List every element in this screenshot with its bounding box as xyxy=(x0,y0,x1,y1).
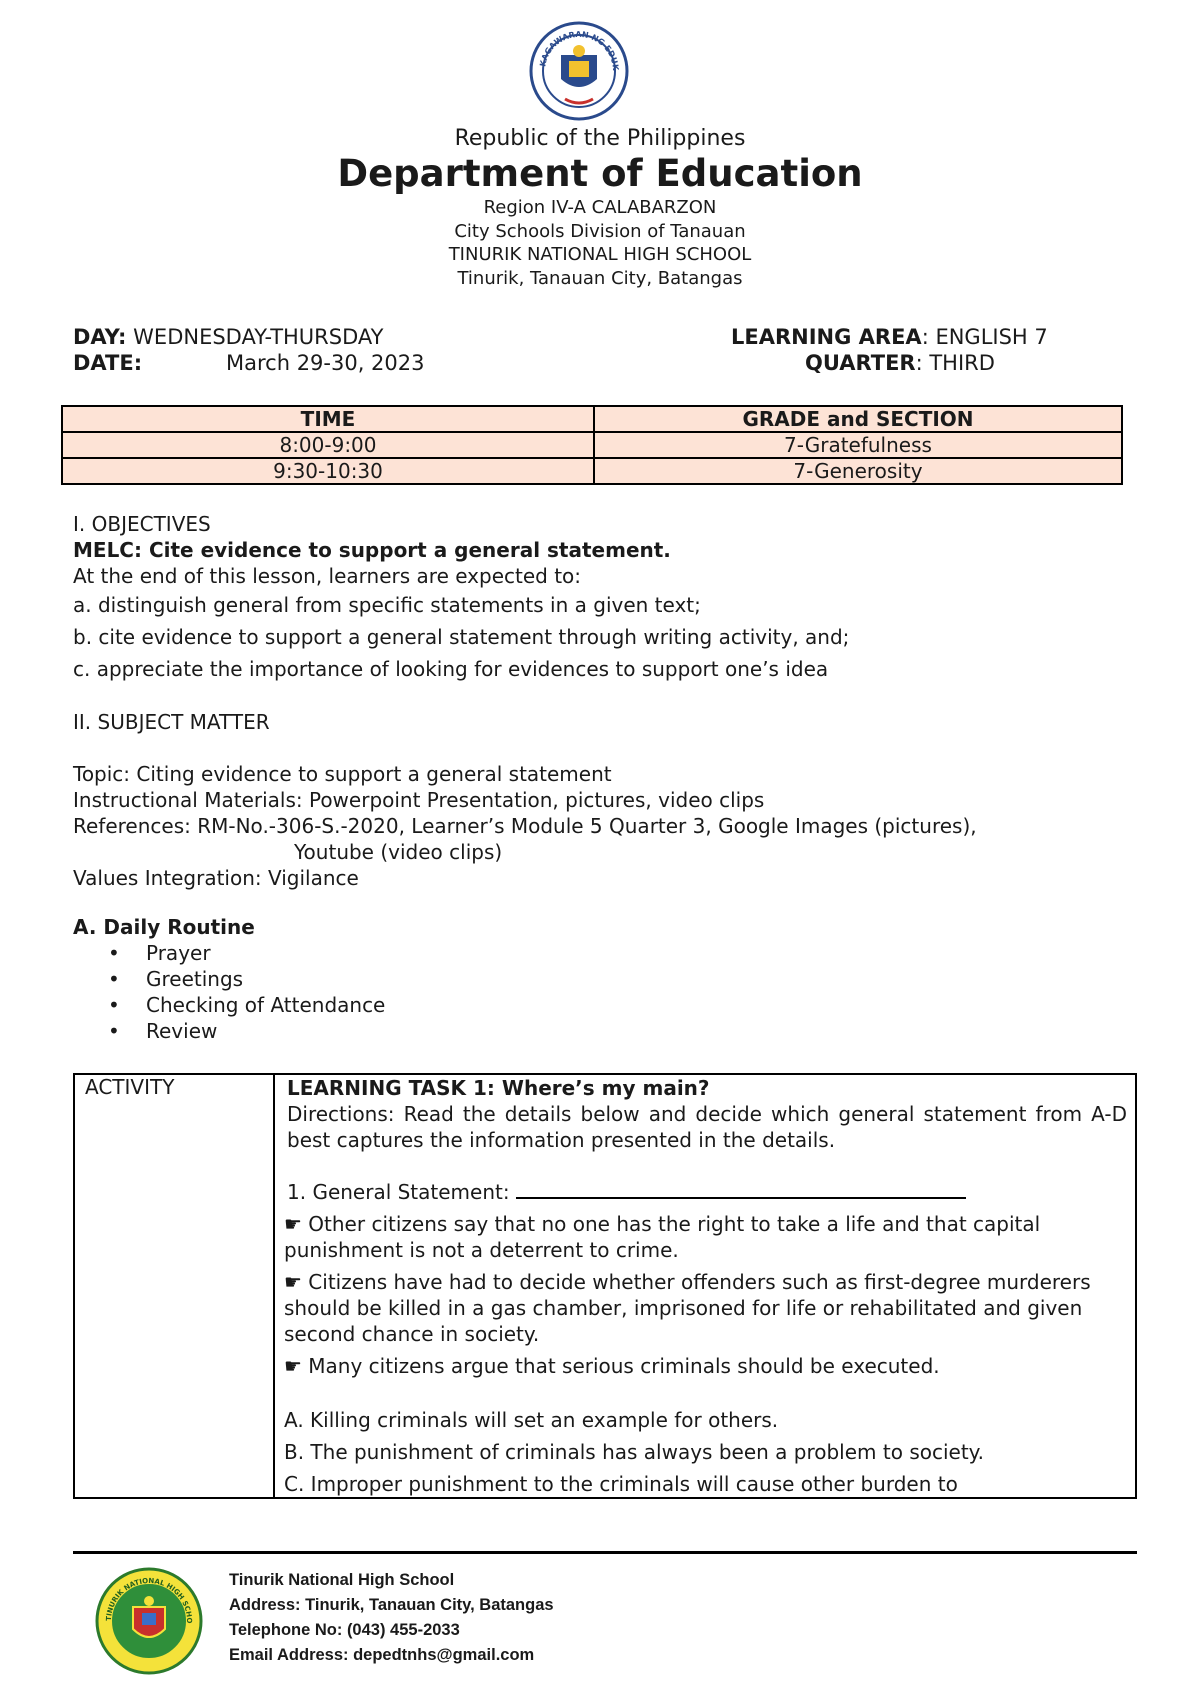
division-line: City Schools Division of Tanauan xyxy=(454,220,746,242)
subject-matter-title: II. SUBJECT MATTER xyxy=(73,710,270,734)
choice-item: C. Improper punishment to the criminals will cause other burden to xyxy=(284,1472,958,1496)
melc-statement: MELC: Cite evidence to support a general statement. xyxy=(73,538,671,562)
svg-text:TINURIK NATIONAL HIGH SCHOOL: TINURIK NATIONAL HIGH SCHO xyxy=(104,1576,194,1624)
quarter-field xyxy=(805,351,995,375)
table-row xyxy=(62,458,1122,484)
section-cell: 7-Gratefulness xyxy=(594,432,1122,458)
general-statement-label: 1. General Statement: xyxy=(287,1180,510,1204)
time-cell: 8:00-9:00 xyxy=(62,432,594,458)
general-statement-line xyxy=(287,1179,1127,1205)
objective-item: c. appreciate the importance of looking for evidences to support one’s idea xyxy=(73,657,829,681)
list-item: • Checking of Attendance xyxy=(100,992,385,1018)
choice-item: B. The punishment of criminals has always been a problem to society. xyxy=(284,1440,985,1464)
footer-school-name: Tinurik National High School xyxy=(229,1571,455,1589)
pointing-hand-icon: ☛ xyxy=(284,1270,302,1294)
time-header: TIME xyxy=(62,406,594,432)
footer-telephone: Telephone No: (043) 455-2033 xyxy=(229,1621,460,1639)
detail-item: ☛ Citizens have had to decide whether offenders such as first-degree murderers should be killed in a gas chamber, imprisoned for life or rehabilitated and given second chance in society. xyxy=(284,1270,1091,1346)
learning-area-value: : ENGLISH 7 xyxy=(921,325,1048,349)
list-item: • Greetings xyxy=(100,966,385,992)
footer-divider xyxy=(73,1551,1137,1554)
quarter-value: : THIRD xyxy=(915,351,995,375)
region-line: Region IV-A CALABARZON xyxy=(483,197,717,218)
day-value: WEDNESDAY-THURSDAY xyxy=(133,325,384,349)
day-label: DAY: xyxy=(73,325,127,349)
svg-text:KAGAWARAN NG EDUKASYON: KAGAWARAN NG EDUK xyxy=(538,29,621,71)
values-line: Values Integration: Vigilance xyxy=(73,866,359,890)
general-statement-blank[interactable] xyxy=(516,1179,966,1199)
objective-item: a. distinguish general from specific statements in a given text; xyxy=(73,593,701,617)
date-field xyxy=(73,351,142,375)
learning-area-field xyxy=(731,325,1048,349)
quarter-label: QUARTER xyxy=(805,351,916,375)
learning-area-label: LEARNING AREA xyxy=(731,325,922,349)
day-field xyxy=(73,325,383,349)
deped-seal-logo xyxy=(529,21,629,121)
republic-label: Republic of the Philippines xyxy=(454,126,746,151)
subject-matter-section xyxy=(73,761,977,891)
topic-line: Topic: Citing evidence to support a general statement xyxy=(73,762,612,786)
section-header: GRADE and SECTION xyxy=(594,406,1122,432)
objectives-title: I. OBJECTIVES xyxy=(73,512,211,536)
activity-content xyxy=(284,1075,1127,1504)
department-title: Department of Education xyxy=(337,152,863,195)
activity-divider xyxy=(273,1073,275,1499)
list-item: • Prayer xyxy=(100,940,385,966)
footer-email[interactable]: Email Address: depedtnhs@gmail.com xyxy=(229,1646,535,1664)
header-address-block xyxy=(0,196,1200,290)
materials-line: Instructional Materials: Powerpoint Presentation, pictures, video clips xyxy=(73,788,765,812)
objective-item: b. cite evidence to support a general statement through writing activity, and; xyxy=(73,625,850,649)
objectives-intro: At the end of this lesson, learners are expected to: xyxy=(73,564,582,588)
choice-item: A. Killing criminals will set an example for others. xyxy=(284,1408,779,1432)
objectives-section xyxy=(73,511,849,685)
school-logo xyxy=(95,1567,203,1675)
schedule-table xyxy=(61,405,1123,485)
table-header-row xyxy=(62,406,1122,432)
list-item: • Review xyxy=(100,1018,385,1044)
pointing-hand-icon: ☛ xyxy=(284,1212,302,1236)
section-cell: 7-Generosity xyxy=(594,458,1122,484)
time-cell: 9:30-10:30 xyxy=(62,458,594,484)
pointing-hand-icon: ☛ xyxy=(284,1354,302,1378)
task-directions: Directions: Read the details below and decide which general statement from A-D best captures the information presented in the details. xyxy=(287,1102,1127,1152)
date-value: March 29-30, 2023 xyxy=(226,351,425,375)
daily-routine-title: A. Daily Routine xyxy=(73,915,255,939)
school-line: TINURIK NATIONAL HIGH SCHOOL xyxy=(448,244,752,265)
detail-item: ☛ Other citizens say that no one has the right to take a life and that capital punishment is not a deterrent to crime. xyxy=(284,1212,1041,1262)
detail-item: ☛ Many citizens argue that serious criminals should be executed. xyxy=(284,1354,940,1378)
footer-address: Address: Tinurik, Tanauan City, Batangas xyxy=(229,1596,554,1614)
footer-contact xyxy=(229,1568,554,1668)
daily-routine-list xyxy=(100,940,385,1044)
task-title: LEARNING TASK 1: Where’s my main? xyxy=(287,1076,710,1100)
activity-label: ACTIVITY xyxy=(85,1075,175,1099)
date-label: DATE: xyxy=(73,351,143,375)
table-row xyxy=(62,432,1122,458)
location-line: Tinurik, Tanauan City, Batangas xyxy=(457,267,743,289)
references-continued: Youtube (video clips) xyxy=(294,840,503,864)
references-line: References: RM-No.-306-S.-2020, Learner’s Module 5 Quarter 3, Google Images (pictures), xyxy=(73,814,977,838)
